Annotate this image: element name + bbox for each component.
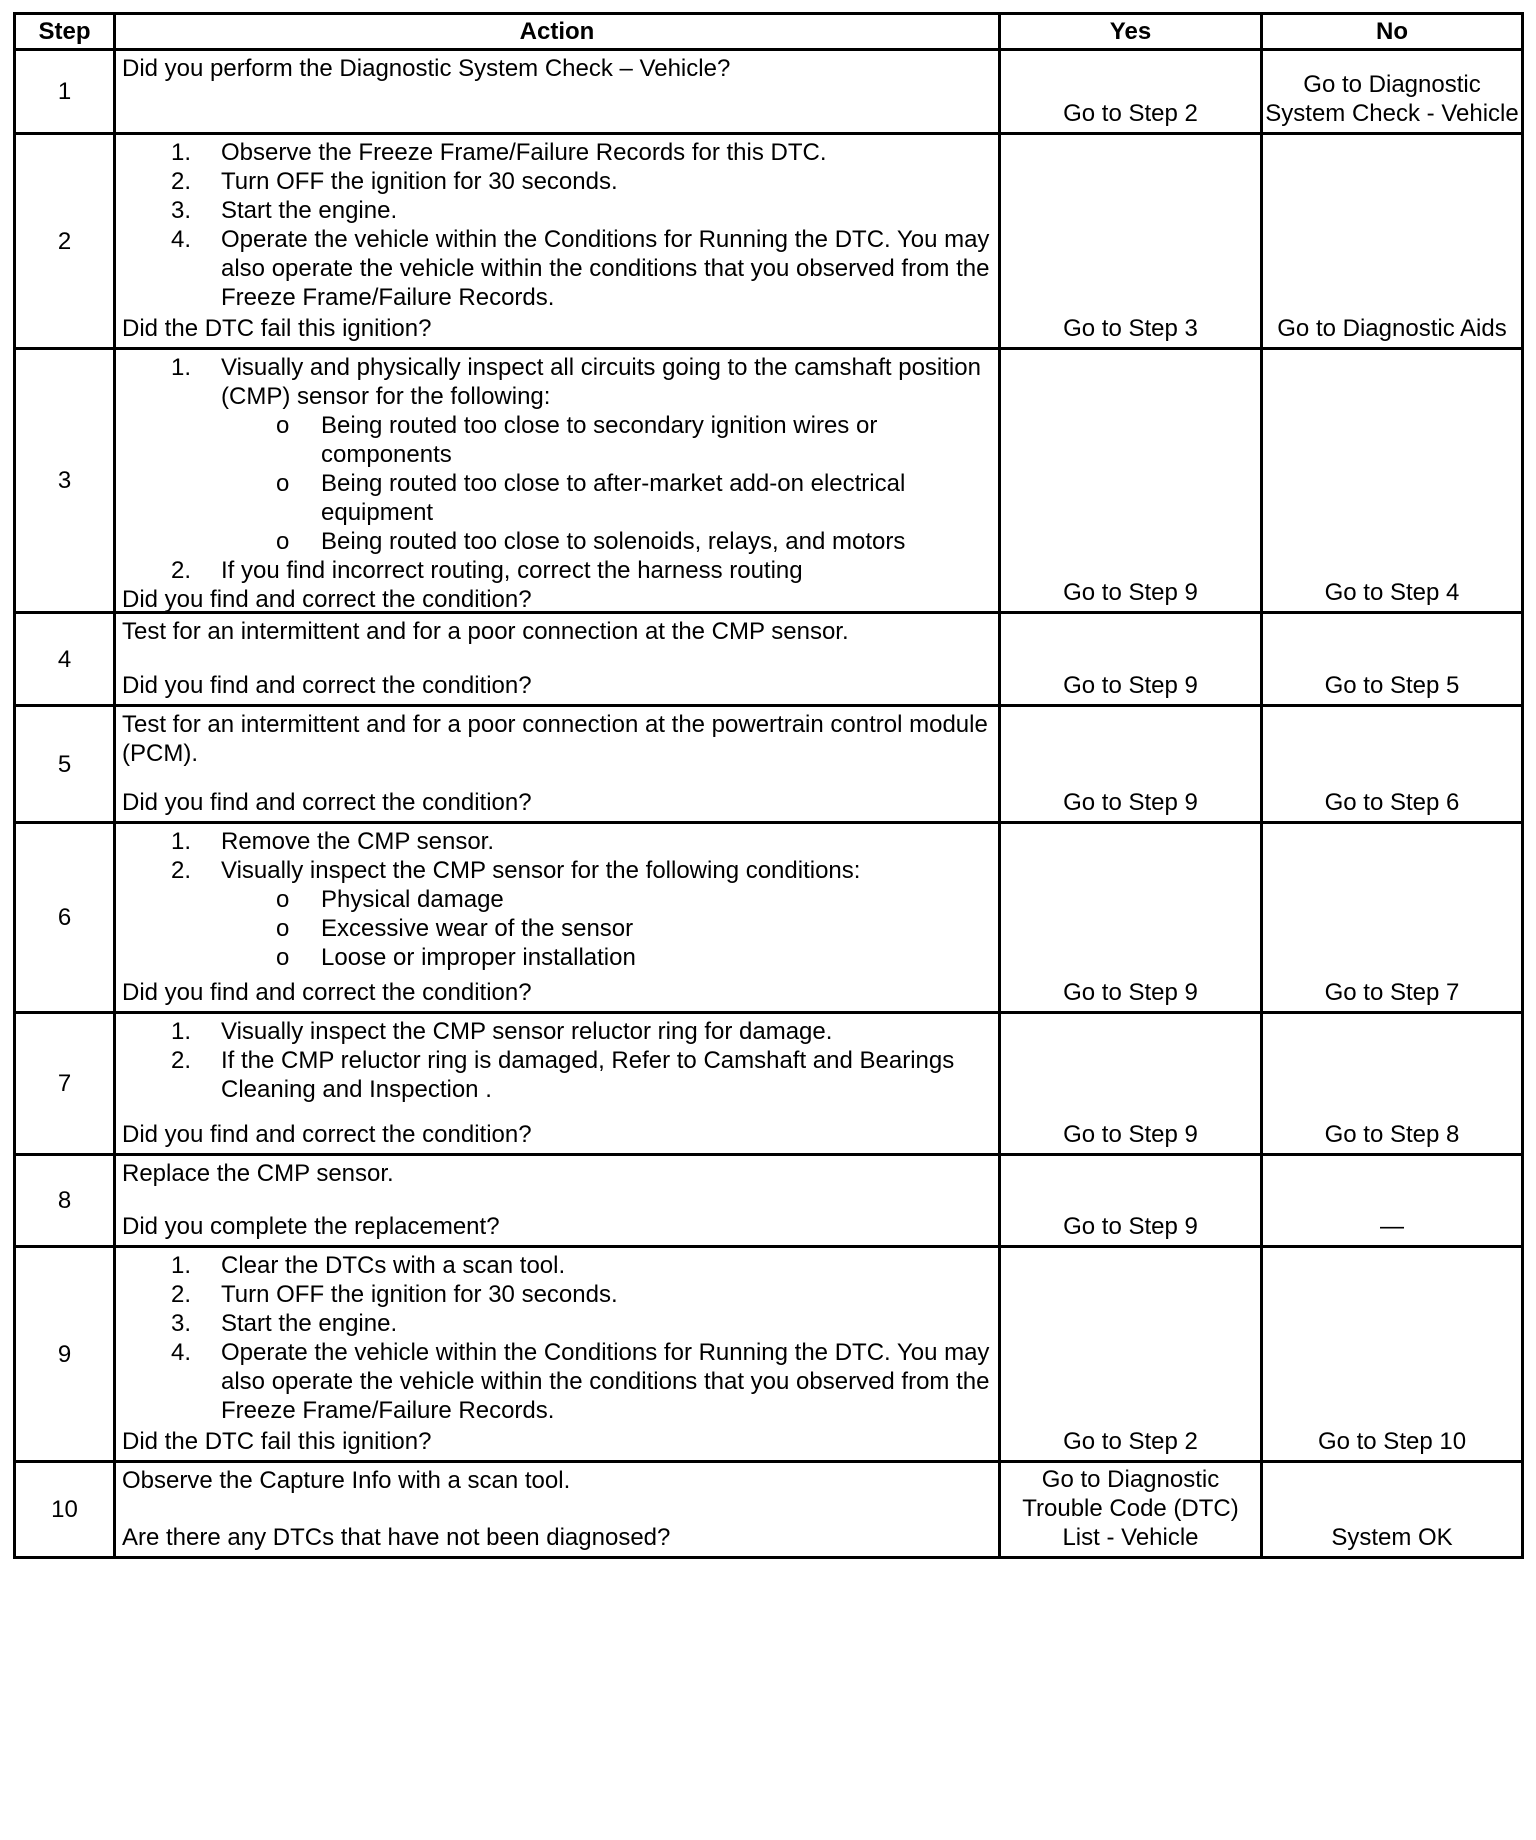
action-cell — [115, 823, 1000, 1013]
list-item-number: 2. — [171, 1047, 192, 1074]
yes-result: Go to Step 9 — [1000, 349, 1262, 613]
list-item — [122, 167, 992, 196]
list-item-text: Remove the CMP sensor. — [221, 828, 495, 855]
list-item-text: Visually inspect the CMP sensor reluctor ring for damage. — [221, 1018, 833, 1045]
header-row — [15, 14, 1523, 50]
action-text: Observe the Capture Info with a scan tool. — [122, 1467, 571, 1494]
step-number: 5 — [15, 706, 115, 823]
list-item-text: Visually and physically inspect all circuits going to the camshaft position (CMP) sensor for the following: — [221, 354, 981, 410]
action-cell — [115, 134, 1000, 349]
no-result: Go to Step 10 — [1262, 1247, 1523, 1462]
table-row — [15, 1462, 1523, 1558]
list-item-text: Observe the Freeze Frame/Failure Records for this DTC. — [221, 139, 827, 166]
list-item-number: 1. — [171, 1252, 192, 1279]
no-result: System OK — [1262, 1462, 1523, 1558]
list-item — [122, 353, 992, 556]
action-steps-list — [122, 1251, 992, 1425]
list-item — [122, 138, 992, 167]
action-steps-list — [122, 827, 992, 972]
no-result: Go to Diagnostic Aids — [1262, 134, 1523, 349]
sub-list-item-text: Being routed too close to secondary ignition wires or components — [321, 412, 878, 468]
sub-list-item — [122, 885, 992, 914]
no-result: Go to Step 8 — [1262, 1013, 1523, 1155]
sub-list-item — [122, 469, 992, 527]
diagnostic-table-document — [13, 12, 1521, 1559]
action-question: Are there any DTCs that have not been diagnosed? — [122, 1524, 671, 1551]
sub-list-item-text: Being routed too close to solenoids, relays, and motors — [321, 528, 906, 555]
table-row — [15, 1247, 1523, 1462]
list-item — [122, 827, 992, 856]
sub-list-item — [122, 411, 992, 469]
list-item-number: 2. — [171, 857, 192, 884]
yes-result: Go to Step 9 — [1000, 1155, 1262, 1247]
bullet-icon: o — [276, 412, 290, 439]
list-item-number: 3. — [171, 197, 192, 224]
list-item-text: Visually inspect the CMP sensor for the following conditions: — [221, 857, 861, 884]
list-item-text: Operate the vehicle within the Conditions for Running the DTC. You may also operate the vehicle within the conditions that you observed from the Freeze Frame/Failure Records. — [221, 226, 990, 311]
list-item — [122, 1338, 992, 1425]
table-row — [15, 1155, 1523, 1247]
yes-result: Go to Step 9 — [1000, 1013, 1262, 1155]
list-item-text: Turn OFF the ignition for 30 seconds. — [221, 1281, 618, 1308]
step-number: 3 — [15, 349, 115, 613]
header-action: Action — [115, 14, 1000, 50]
no-result: Go to Step 5 — [1262, 613, 1523, 706]
bullet-icon: o — [276, 944, 290, 971]
sub-list-item-text: Being routed too close to after-market add-on electrical equipment — [321, 470, 906, 526]
action-cell — [115, 50, 1000, 134]
action-question: Did you find and correct the condition? — [122, 789, 532, 816]
table-row — [15, 706, 1523, 823]
list-item — [122, 1309, 992, 1338]
sub-list-item-text: Physical damage — [321, 886, 504, 913]
header-yes: Yes — [1000, 14, 1262, 50]
action-text: Did you perform the Diagnostic System Check – Vehicle? — [122, 55, 731, 82]
table-row — [15, 1013, 1523, 1155]
sub-list-item — [122, 914, 992, 943]
sub-list — [221, 411, 992, 556]
bullet-icon: o — [276, 886, 290, 913]
action-question: Did you find and correct the condition? — [122, 1121, 532, 1148]
sub-list-item — [122, 943, 992, 972]
sub-list-item — [122, 527, 992, 556]
action-cell — [115, 613, 1000, 706]
diagnostic-table — [13, 12, 1524, 1559]
action-cell — [115, 349, 1000, 613]
yes-result: Go to Step 2 — [1000, 1247, 1262, 1462]
table-row — [15, 823, 1523, 1013]
action-steps-list — [122, 138, 992, 312]
action-cell — [115, 1013, 1000, 1155]
action-steps-list — [122, 353, 992, 585]
list-item-number: 1. — [171, 354, 192, 381]
action-cell — [115, 1155, 1000, 1247]
list-item-number: 2. — [171, 557, 192, 584]
no-result: Go to Diagnostic System Check - Vehicle — [1262, 50, 1523, 134]
no-result: — — [1262, 1155, 1523, 1247]
no-result: Go to Step 6 — [1262, 706, 1523, 823]
sub-list-item-text: Loose or improper installation — [321, 944, 636, 971]
action-question: Did you complete the replacement? — [122, 1213, 500, 1240]
action-cell — [115, 1462, 1000, 1558]
sub-list — [221, 885, 992, 972]
list-item — [122, 1280, 992, 1309]
list-item-text: Clear the DTCs with a scan tool. — [221, 1252, 566, 1279]
action-text: Test for an intermittent and for a poor connection at the powertrain control module (PCM). — [122, 711, 988, 767]
no-result: Go to Step 7 — [1262, 823, 1523, 1013]
list-item-number: 1. — [171, 828, 192, 855]
step-number: 6 — [15, 823, 115, 1013]
table-row — [15, 349, 1523, 613]
table-row — [15, 134, 1523, 349]
step-number: 7 — [15, 1013, 115, 1155]
list-item-text: Start the engine. — [221, 1310, 398, 1337]
list-item — [122, 556, 992, 585]
action-steps-list — [122, 1017, 992, 1104]
list-item-number: 1. — [171, 139, 192, 166]
sub-list-item-text: Excessive wear of the sensor — [321, 915, 634, 942]
bullet-icon: o — [276, 470, 290, 497]
step-number: 4 — [15, 613, 115, 706]
step-number: 10 — [15, 1462, 115, 1558]
list-item — [122, 1017, 992, 1046]
bullet-icon: o — [276, 915, 290, 942]
list-item-number: 1. — [171, 1018, 192, 1045]
step-number: 8 — [15, 1155, 115, 1247]
action-text: Replace the CMP sensor. — [122, 1160, 394, 1187]
yes-result: Go to Step 9 — [1000, 613, 1262, 706]
list-item-text: If the CMP reluctor ring is damaged, Refer to Camshaft and Bearings Cleaning and Inspection . — [221, 1047, 955, 1103]
list-item — [122, 856, 992, 972]
list-item-text: Turn OFF the ignition for 30 seconds. — [221, 168, 618, 195]
header-step: Step — [15, 14, 115, 50]
action-question: Did you find and correct the condition? — [122, 586, 532, 613]
step-number: 9 — [15, 1247, 115, 1462]
list-item-number: 2. — [171, 168, 192, 195]
yes-result: Go to Step 9 — [1000, 706, 1262, 823]
action-question: Did the DTC fail this ignition? — [122, 315, 432, 342]
action-cell — [115, 1247, 1000, 1462]
yes-result: Go to Step 9 — [1000, 823, 1262, 1013]
table-row — [15, 613, 1523, 706]
yes-result: Go to Step 3 — [1000, 134, 1262, 349]
list-item-text: If you find incorrect routing, correct the harness routing — [221, 557, 803, 584]
header-no: No — [1262, 14, 1523, 50]
list-item — [122, 1251, 992, 1280]
list-item-number: 3. — [171, 1310, 192, 1337]
list-item — [122, 225, 992, 312]
list-item — [122, 1046, 992, 1104]
bullet-icon: o — [276, 528, 290, 555]
action-text: Test for an intermittent and for a poor connection at the CMP sensor. — [122, 618, 849, 645]
list-item-text: Start the engine. — [221, 197, 398, 224]
list-item-text: Operate the vehicle within the Conditions for Running the DTC. You may also operate the vehicle within the conditions that you observed from the Freeze Frame/Failure Records. — [221, 1339, 990, 1424]
step-number: 2 — [15, 134, 115, 349]
yes-result: Go to Step 2 — [1000, 50, 1262, 134]
list-item-number: 2. — [171, 1281, 192, 1308]
action-question: Did you find and correct the condition? — [122, 672, 532, 699]
list-item-number: 4. — [171, 226, 192, 253]
step-number: 1 — [15, 50, 115, 134]
no-result: Go to Step 4 — [1262, 349, 1523, 613]
table-row — [15, 50, 1523, 134]
list-item — [122, 196, 992, 225]
action-question: Did you find and correct the condition? — [122, 979, 532, 1006]
list-item-number: 4. — [171, 1339, 192, 1366]
action-question: Did the DTC fail this ignition? — [122, 1428, 432, 1455]
action-cell — [115, 706, 1000, 823]
yes-result: Go to Diagnostic Trouble Code (DTC) List - Vehicle — [1000, 1462, 1262, 1558]
